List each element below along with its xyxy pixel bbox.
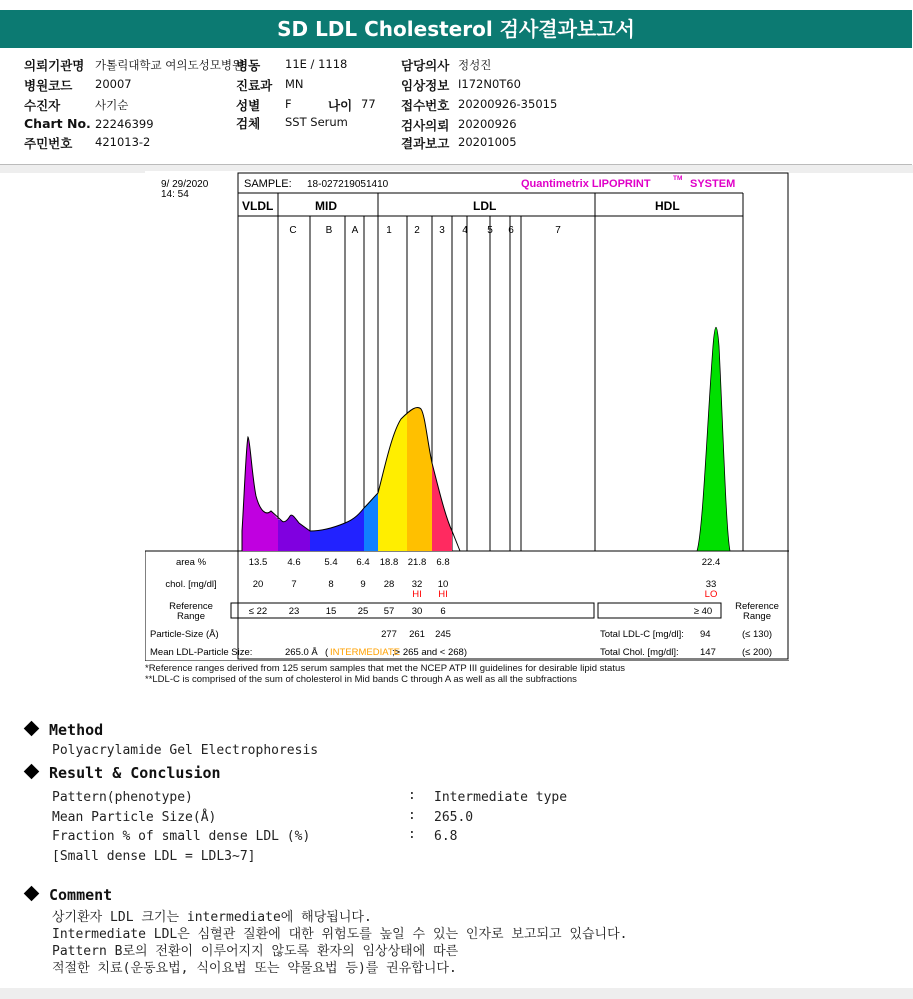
band-label: 5 (487, 225, 493, 236)
result-colon: : (408, 788, 416, 803)
ref-value: 6 (440, 606, 446, 617)
dept-value: MN (285, 77, 304, 91)
result-label: 결과보고 (401, 136, 450, 151)
comment-line: 적절한 치료(운동요법, 식이요법 또는 약물요법 등)를 권유합니다. (52, 961, 457, 976)
band-label: 6 (508, 225, 514, 236)
specimen-value: SST Serum (285, 115, 348, 129)
total-chol-ref: (≤ 200) (742, 647, 773, 658)
particle-value: 245 (435, 629, 451, 640)
chol-value: 10 (437, 579, 449, 590)
request-label: 검사의뢰 (401, 118, 450, 133)
total-ldl-value: 94 (700, 629, 711, 640)
rrn-label: 주민번호 (24, 136, 73, 151)
dept-label: 진료과 (236, 78, 273, 93)
ref-right-label-2: Range (743, 611, 771, 622)
diamond-icon (24, 764, 40, 780)
area-value: 4.6 (287, 557, 301, 568)
note-1: *Reference ranges derived from 125 serum samples that met the NCEP ATP III guidelines for desirable lipid status (145, 663, 625, 674)
ref-value: 30 (411, 606, 423, 617)
hospital-code-value: 20007 (95, 77, 132, 91)
comment-heading: Comment (26, 886, 112, 904)
patient-label: 수진자 (24, 98, 61, 113)
result-row-value: 265.0 (434, 810, 474, 825)
particle-value: 261 (409, 629, 425, 640)
receipt-value: 20200926-35015 (458, 97, 558, 111)
rrn-value: 421013-2 (95, 135, 151, 149)
area-value: 21.8 (407, 557, 427, 568)
total-chol-value: 147 (700, 647, 716, 658)
mean-size-paren: ( (325, 647, 329, 658)
hdl-flag: LO (704, 589, 718, 600)
mean-size-label: Mean LDL-Particle Size: (150, 647, 253, 658)
brand-system: SYSTEM (690, 178, 736, 190)
hospital-label: 의뢰기관명 (24, 58, 85, 73)
brand-name: Quantimetrix LIPOPRINT (521, 178, 651, 190)
comment-line: 상기환자 LDL 크기는 intermediate에 해당됩니다. (52, 910, 372, 925)
mean-size-type: INTERMEDIATE (330, 647, 401, 658)
result-row-value: 6.8 (434, 829, 458, 844)
band-label: A (351, 225, 359, 236)
result-colon: : (408, 827, 416, 842)
report-date: 9/ 29/2020 (161, 179, 209, 190)
chol-value: 20 (252, 579, 264, 590)
particle-size-label: Particle-Size (Å) (150, 629, 219, 640)
band-label: 7 (555, 225, 561, 236)
band-label: 3 (439, 225, 445, 236)
result-colon: : (408, 808, 416, 823)
band-label: C (289, 225, 297, 236)
chol-value: 32 (411, 579, 423, 590)
ref-value: 57 (383, 606, 395, 617)
hdl-ref: ≥ 40 (693, 606, 713, 617)
area-value: 18.8 (379, 557, 399, 568)
comment-line: Intermediate LDL은 심혈관 질환에 대한 위험도를 높일 수 있는 인자로 보고되고 있습니다. (52, 927, 628, 942)
ward-value: 11E / 1118 (285, 57, 348, 71)
total-chol-label: Total Chol. [mg/dl]: (600, 647, 679, 658)
clinical-label: 임상정보 (401, 78, 450, 93)
ref-value: 25 (357, 606, 369, 617)
area-value: 6.4 (356, 557, 370, 568)
doctor-label: 담당의사 (401, 58, 450, 73)
request-value: 20200926 (458, 117, 517, 131)
patient-value: 사기순 (95, 98, 129, 112)
band-label: 2 (414, 225, 420, 236)
particle-value: 277 (381, 629, 397, 640)
comment-line: Pattern B로의 전환이 이루어지지 않도록 환자의 임상상태에 따른 (52, 944, 459, 959)
age-value: 77 (361, 97, 376, 111)
ref-value: 15 (325, 606, 337, 617)
sample-label: SAMPLE: (244, 178, 292, 190)
chart-label: Chart No. (24, 116, 91, 131)
clinical-value: I172N0T60 (458, 77, 521, 91)
footer-band (0, 988, 913, 999)
band-label: 1 (386, 225, 392, 236)
lipoprint-report (145, 171, 789, 661)
hospital-value: 가톨릭대학교 여의도성모병원 (95, 58, 244, 72)
area-value: 5.4 (324, 557, 338, 568)
sample-id: 18-027219051410 (307, 179, 389, 190)
band-label: 4 (462, 225, 468, 236)
hdl-area: 22.4 (701, 557, 721, 568)
chol-value: 28 (383, 579, 395, 590)
result-value: 20201005 (458, 135, 517, 149)
ref-row-label-2: Range (177, 611, 205, 622)
result-row-value: Intermediate type (434, 790, 568, 805)
ref-value: 23 (288, 606, 300, 617)
chol-row-label: chol. [mg/dl] (165, 579, 217, 590)
patient-info (0, 50, 912, 165)
result-row-label: Fraction % of small dense LDL (%) (52, 829, 311, 844)
result-heading: Result & Conclusion (26, 764, 221, 782)
result-row-label: Mean Particle Size(Å) (52, 810, 217, 825)
report-time: 14: 54 (161, 189, 189, 200)
method-text: Polyacrylamide Gel Electrophoresis (52, 743, 319, 758)
ref-value: ≤ 22 (248, 606, 268, 617)
sex-label: 성별 (236, 98, 261, 113)
group-ldl: LDL (473, 199, 497, 213)
result-note: [Small dense LDL = LDL3~7] (52, 849, 256, 864)
group-vldl: VLDL (242, 199, 274, 213)
receipt-label: 접수번호 (401, 98, 450, 113)
diamond-icon (24, 721, 40, 737)
band-label: B (325, 225, 333, 236)
mean-size-range: ;> 265 and < 268) (392, 647, 468, 658)
group-hdl: HDL (655, 199, 680, 213)
sex-value: F (285, 97, 292, 111)
flag-value: HI (438, 589, 448, 600)
group-mid: MID (315, 199, 337, 213)
chol-value: 7 (291, 579, 297, 590)
specimen-label: 검체 (236, 116, 261, 131)
chol-value: 8 (328, 579, 334, 590)
method-heading: Method (26, 721, 103, 739)
report-title: SD LDL Cholesterol 검사결과보고서 (0, 10, 912, 48)
chart-value: 22246399 (95, 117, 154, 131)
area-value: 6.8 (436, 557, 450, 568)
hospital-code-label: 병원코드 (24, 78, 73, 93)
flag-value: HI (412, 589, 422, 600)
area-value: 13.5 (248, 557, 268, 568)
note-2: **LDL-C is comprised of the sum of cholesterol in Mid bands C through A as well as all the subfractions (145, 674, 577, 685)
chol-value: 9 (360, 579, 366, 590)
diamond-icon (24, 886, 40, 902)
brand-tm: TM (673, 175, 683, 182)
doctor-value: 정성진 (458, 58, 492, 72)
area-row-label: area % (175, 557, 207, 568)
ref-right-label-1: Reference (735, 601, 779, 612)
ward-label: 병동 (236, 58, 261, 73)
report-notes (145, 663, 625, 685)
total-ldl-label: Total LDL-C [mg/dl]: (600, 629, 684, 640)
hdl-chol: 33 (705, 579, 717, 590)
mean-size-value: 265.0 Å (285, 647, 318, 658)
ref-row-label-1: Reference (169, 601, 213, 612)
total-ldl-ref: (≤ 130) (742, 629, 773, 640)
age-label: 나이 (328, 98, 353, 113)
result-row-label: Pattern(phenotype) (52, 790, 193, 805)
